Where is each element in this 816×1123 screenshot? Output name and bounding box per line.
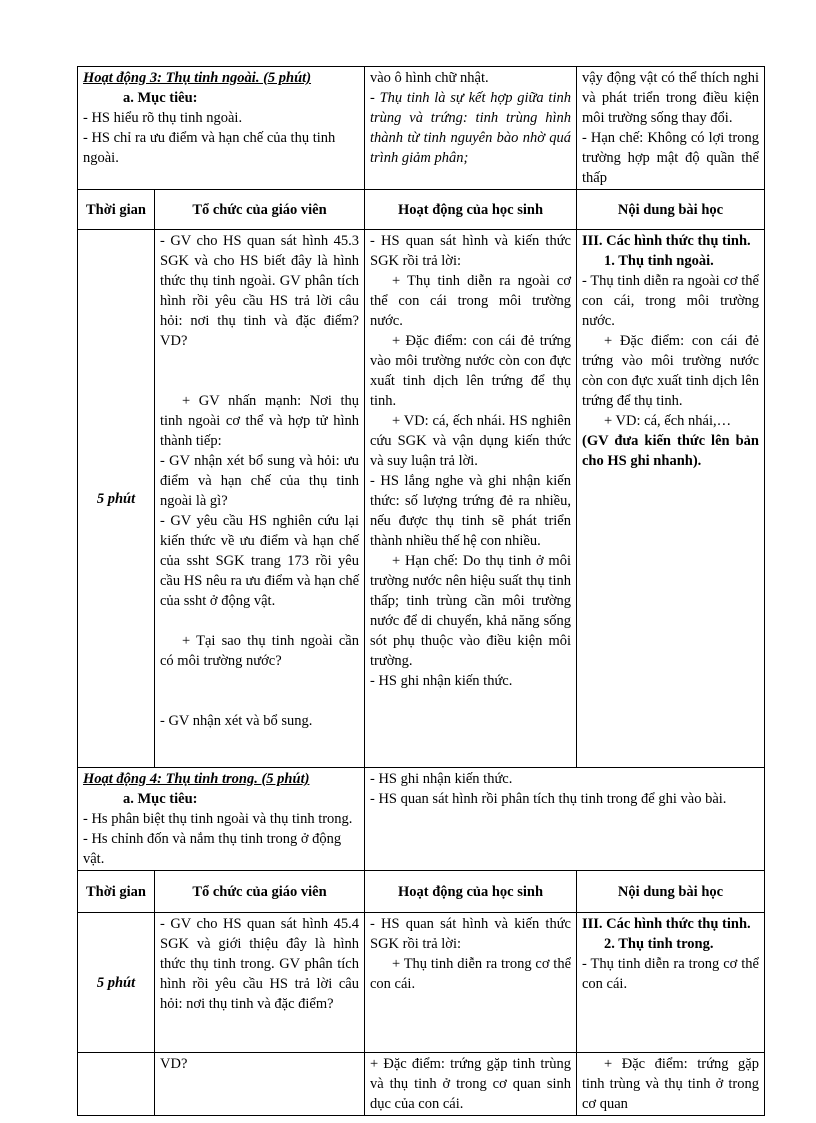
lesson-table	[77, 66, 765, 1116]
objective-heading: a. Mục tiêu:	[123, 90, 198, 106]
objective4-2: - Hs chỉnh đốn và nắm thụ tinh trong ở động vật.	[83, 831, 342, 867]
teacher-step-4: - GV yêu cầu HS nghiên cứu lại kiến thức về ưu điểm và hạn chế của ssht SGK trang 173 rồi yêu cầu HS nêu ra ưu điểm và hạn chế của ssht ở động vật.	[160, 513, 359, 609]
continuation-time	[78, 1053, 155, 1116]
student-step-4: + VD: cá, ếch nhái. HS nghiên cứu SGK và vận dụng kiến thức và suy luận trả lời.	[370, 413, 571, 469]
teacher-step-2: + GV nhấn mạnh: Nơi thụ tinh ngoài cơ thể và hợp tử hình thành tiếp:	[160, 393, 359, 449]
header-student: Hoạt động của học sinh	[365, 190, 577, 230]
content-line-1: - Thụ tinh diễn ra ngoài cơ thể con cái, trong môi trường nước.	[582, 273, 759, 329]
section4-row	[78, 913, 765, 1053]
header2-teacher: Tổ chức của giáo viên	[155, 871, 365, 913]
student-step-1: - HS quan sát hình và kiến thức SGK rồi trả lời:	[370, 233, 571, 269]
activity4-intro-row	[78, 768, 765, 871]
section4-teacher	[155, 913, 365, 1053]
student-step-7: - HS ghi nhận kiến thức.	[370, 673, 513, 689]
continuation-student: + Đặc điểm: trứng gặp tinh trùng và thụ tinh ở trong cơ quan sinh dục của con cái.	[365, 1053, 577, 1116]
teacher-step-5: + Tại sao thụ tinh ngoài cần có môi trường nước?	[160, 633, 359, 669]
content-note: (GV đưa kiến thức lên bản cho HS ghi nhanh).	[582, 433, 759, 469]
content4-line-1: - Thụ tinh diễn ra trong cơ thể con cái.	[582, 956, 759, 992]
continuation-teacher: VD?	[155, 1053, 365, 1116]
student4-step-1: - HS quan sát hình và kiến thức SGK rồi trả lời:	[370, 916, 571, 952]
student-step-6: + Hạn chế: Do thụ tinh ở môi trường nước nên hiệu suất thụ tinh thấp; tinh trùng cần môi trường nước để di chuyển, khả năng sống sót phụ thuộc vào điều kiện môi trường.	[370, 553, 571, 669]
header2-time: Thời gian	[78, 871, 155, 913]
header-content: Nội dung bài học	[577, 190, 765, 230]
student-step-3: + Đặc điểm: con cái đẻ trứng vào môi trường nước còn con đực xuất tinh dịch lên trứng để thụ tinh.	[370, 333, 571, 409]
content4-heading: III. Các hình thức thụ tinh.	[582, 916, 751, 932]
teacher4-step-1: - GV cho HS quan sát hình 45.4 SGK và giới thiệu đây là hình thức thụ tinh trong. GV phân tích hình rồi yêu cầu HS trả lời câu hỏi: nơi thụ tinh và đặc điểm?	[160, 916, 359, 1012]
activity3-intro-row	[78, 67, 765, 190]
activity4-student-line-2: - HS quan sát hình rồi phân tích thụ tinh trong để ghi vào bài.	[370, 791, 727, 807]
section3-student	[365, 230, 577, 768]
header2-content: Nội dung bài học	[577, 871, 765, 913]
activity4-title: Hoạt động 4: Thụ tinh trong. (5 phút)	[83, 771, 310, 787]
table-header-1	[78, 190, 765, 230]
student4-step-2: + Thụ tinh diễn ra trong cơ thể con cái.	[370, 956, 571, 992]
header2-student: Hoạt động của học sinh	[365, 871, 577, 913]
content-heading: III. Các hình thức thụ tinh.	[582, 233, 751, 249]
lesson-plan-page	[77, 66, 764, 1116]
intro-content-line-2: - Hạn chế: Không có lợi trong trường hợp mật độ quần thể thấp	[582, 130, 759, 186]
section3-time: 5 phút	[78, 230, 155, 768]
header-time: Thời gian	[78, 190, 155, 230]
teacher-step-6: - GV nhận xét và bổ sung.	[160, 713, 313, 729]
table-header-2	[78, 871, 765, 913]
objective4-heading: a. Mục tiêu:	[123, 791, 198, 807]
activity4-objectives	[78, 768, 365, 871]
section3-teacher	[155, 230, 365, 768]
content-subheading: 1. Thụ tinh ngoài.	[604, 253, 714, 269]
section3-content	[577, 230, 765, 768]
intro-student-line-1: vào ô hình chữ nhật.	[370, 70, 489, 86]
intro-content-line-1: vậy động vật có thể thích nghi và phát triển trong điều kiện môi trường sống thay đổi.	[582, 70, 759, 126]
activity3-intro-content	[577, 67, 765, 190]
intro-student-line-2: - Thụ tinh là sự kết hợp giữa tinh trùng và trứng: tinh trùng hình thành từ tinh nguyên bào nhờ quá trình giảm phân;	[370, 90, 571, 166]
teacher-step-3: - GV nhận xét bổ sung và hỏi: ưu điểm và hạn chế của thụ tinh ngoài là gì?	[160, 453, 359, 509]
content-line-3: + VD: cá, ếch nhái,…	[604, 413, 732, 429]
activity4-intro-student	[365, 768, 765, 871]
section4-time: 5 phút	[78, 913, 155, 1053]
content-line-2: + Đặc điểm: con cái đẻ trứng vào môi trường nước còn con đực xuất tinh dịch lên trứng để thụ tinh.	[582, 333, 759, 409]
activity3-objectives	[78, 67, 365, 190]
objective-2: - HS chỉ ra ưu điểm và hạn chế của thụ tinh ngoài.	[83, 130, 336, 166]
student-step-2: + Thụ tinh diễn ra ngoài cơ thể con cái trong môi trường nước.	[370, 273, 571, 329]
section4-content	[577, 913, 765, 1053]
activity3-title: Hoạt động 3: Thụ tinh ngoài. (5 phút)	[83, 70, 312, 86]
objective4-1: - Hs phân biệt thụ tinh ngoài và thụ tinh trong.	[83, 811, 353, 827]
section3-row	[78, 230, 765, 768]
activity4-student-line-1: - HS ghi nhận kiến thức.	[370, 771, 513, 787]
header-teacher: Tổ chức của giáo viên	[155, 190, 365, 230]
content4-subheading: 2. Thụ tinh trong.	[604, 936, 714, 952]
activity3-intro-student	[365, 67, 577, 190]
section4-student	[365, 913, 577, 1053]
student-step-5: - HS lắng nghe và ghi nhận kiến thức: số lượng trứng đẻ ra nhiều, nếu được thụ tinh sẽ phát triển thành nhiều thế hệ con nhiều.	[370, 473, 571, 549]
objective-1: - HS hiểu rõ thụ tinh ngoài.	[83, 110, 243, 126]
section4-continuation-row	[78, 1053, 765, 1116]
teacher-step-1: - GV cho HS quan sát hình 45.3 SGK và cho HS biết đây là hình thức thụ tinh ngoài. GV phân tích hình rồi yêu cầu HS trả lời câu hỏi: nơi thụ tinh và đặc điểm? VD?	[160, 233, 359, 349]
continuation-content: + Đặc điểm: trứng gặp tinh trùng và thụ tinh ở trong cơ quan	[577, 1053, 765, 1116]
